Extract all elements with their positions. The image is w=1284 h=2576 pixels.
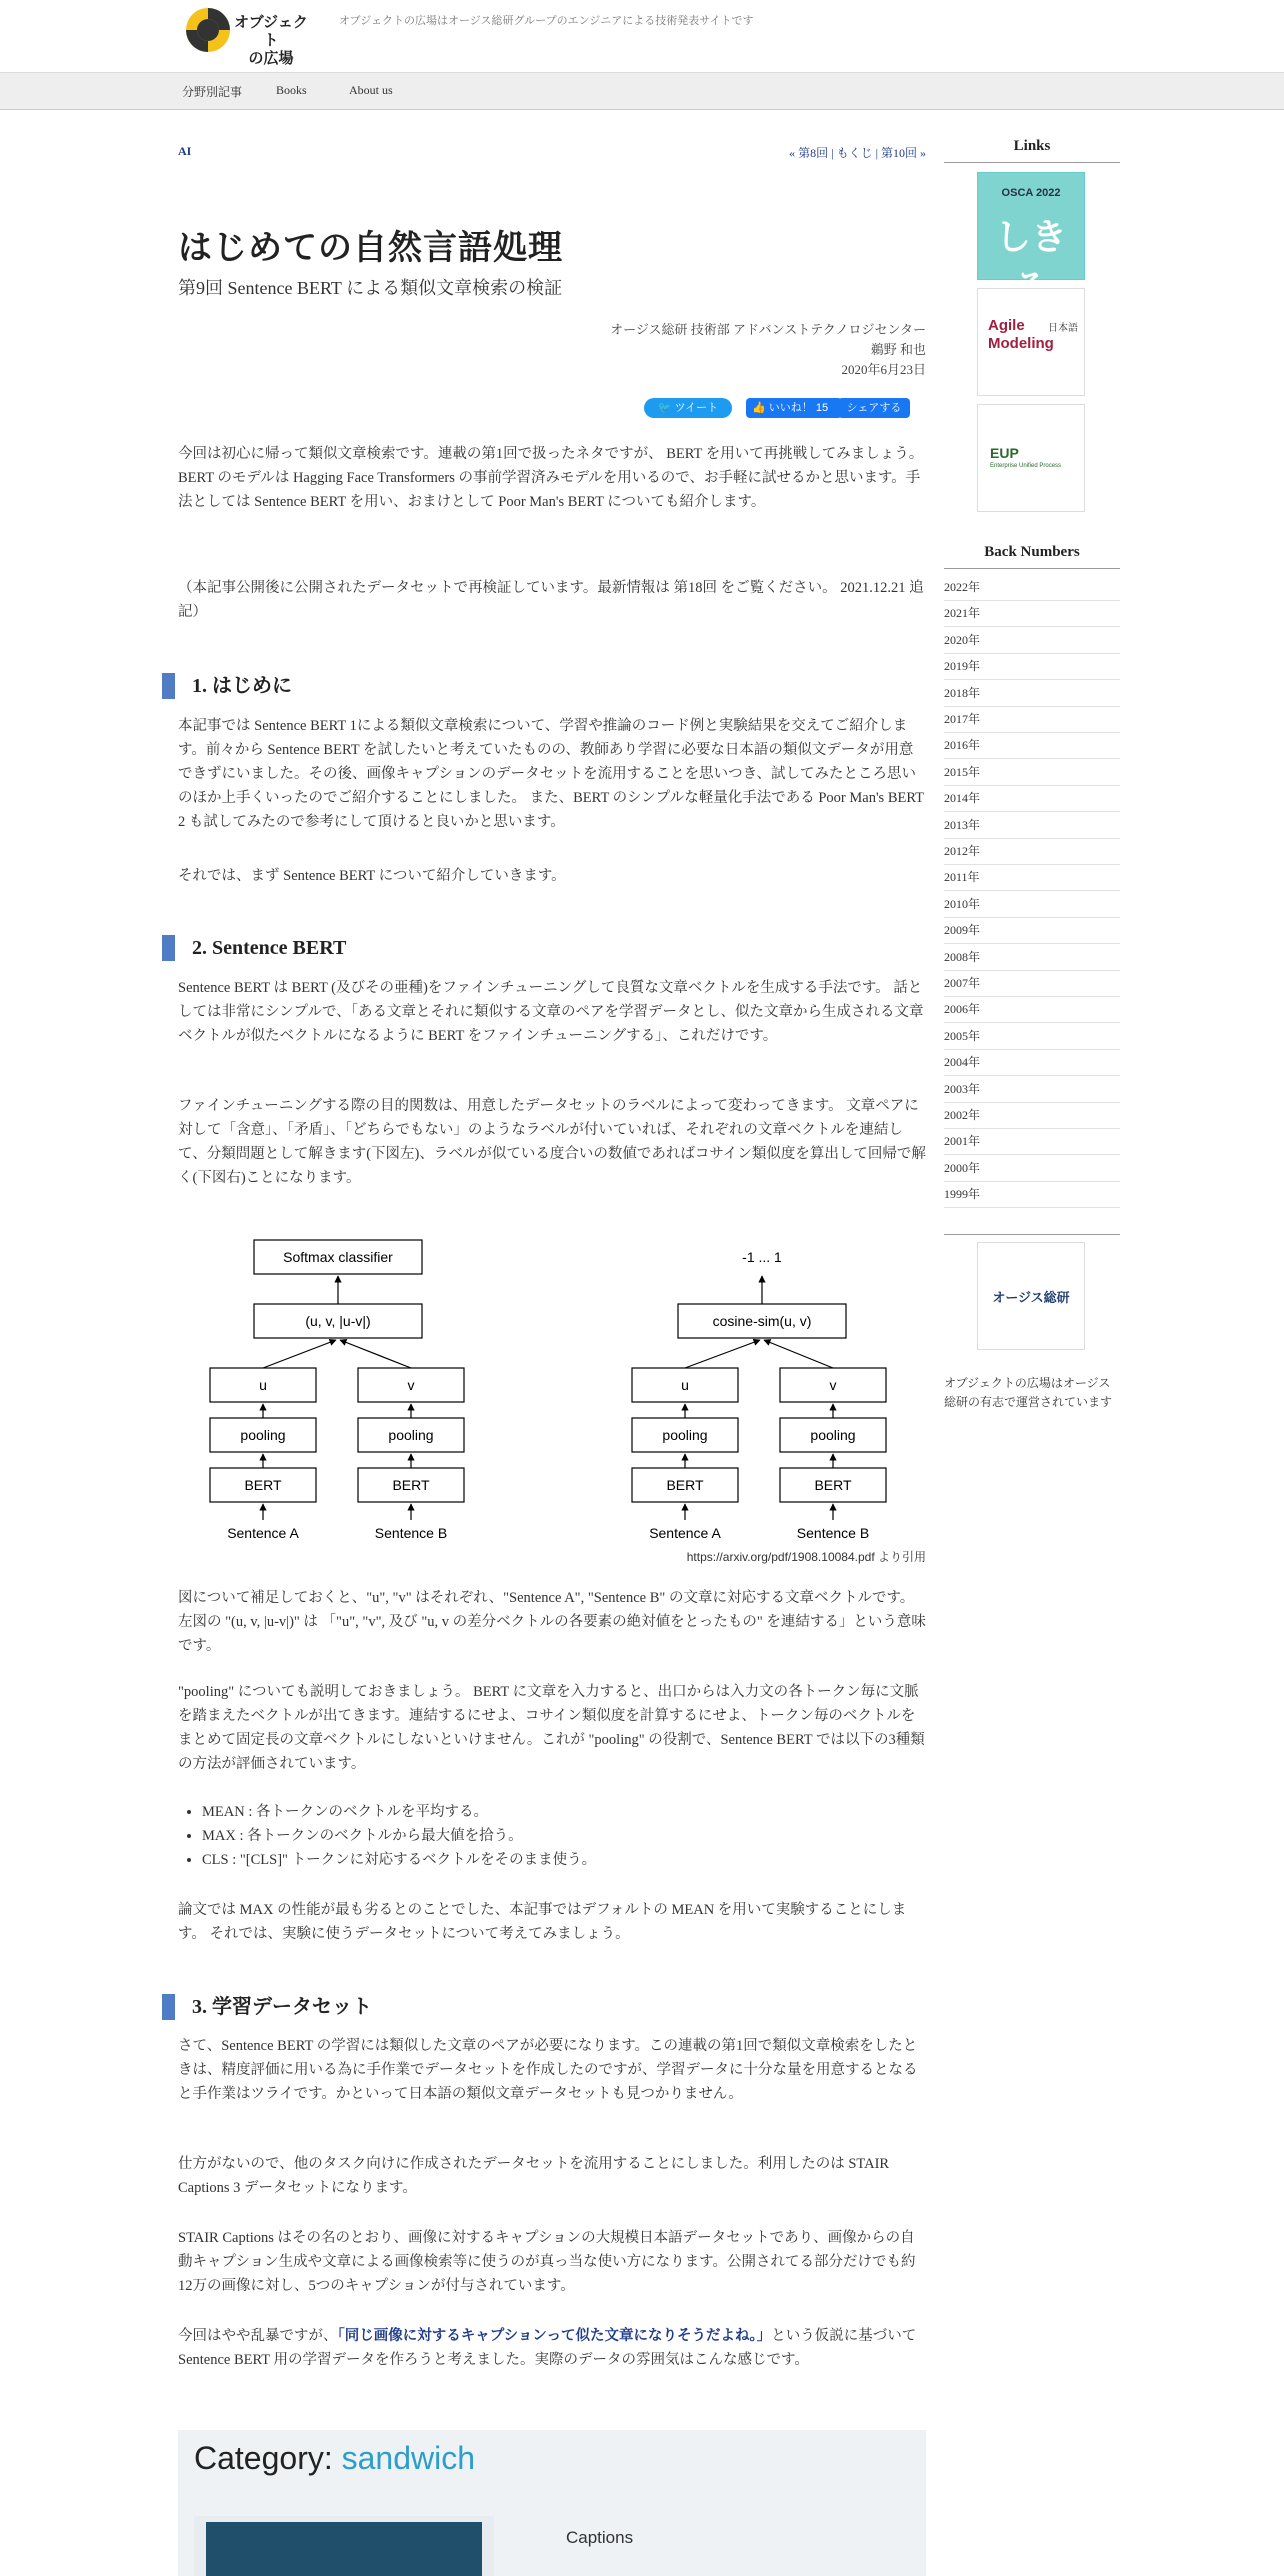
ogis-banner[interactable] xyxy=(977,1242,1085,1350)
year-link[interactable]: 2014年 xyxy=(944,785,1120,812)
intro-paragraph: 今回は初心に帰って類似文章検索です。連載の第1回で扱ったネタですが、 BERT を用いて再挑戦してみましょう。BERT のモデルは Hagging Face Transformers の事前学習済みモデルを用いるので、お手軽に試せるかと思います。手法としては Sentence BERT を用い、おまけとして Poor Man's BERT についても紹介します。 xyxy=(178,446,924,510)
next-link[interactable]: 第10回 » xyxy=(880,146,926,160)
section2-paragraph: ファインチューニングする際の目的関数は、用意したデータセットのラベルによって変わってきます。 文章ペアに対して「含意」、「矛盾」、「どちらでもない」のようなラベルが付いていれば、それぞれの文章ベクトルを連結して、分類問題として解きます(下図左)、ラベルが似ている度合いの数値であればコサイン類似度を算出して回帰で解く(下図右)ことになります。 xyxy=(178,1098,926,1186)
page-subtitle: 第9回 Sentence BERT による類似文章検索の検証 xyxy=(178,278,563,298)
year-link[interactable]: 2020年 xyxy=(944,627,1120,654)
year-link[interactable]: 2012年 xyxy=(944,838,1120,865)
twitter-icon: 🐦 xyxy=(657,402,672,414)
right-labels xyxy=(649,1249,869,1541)
year-link[interactable]: 2003年 xyxy=(944,1076,1120,1103)
year-link[interactable]: 2013年 xyxy=(944,812,1120,839)
section1-paragraph: それでは、まず Sentence BERT について紹介していきます。 xyxy=(178,868,566,884)
bert-label: BERT xyxy=(244,1477,282,1493)
section-heading xyxy=(162,1994,926,2020)
figure-caption: https://arxiv.org/pdf/1908.10084.pdf より引用 xyxy=(686,1550,926,1564)
logo-icon xyxy=(184,6,232,54)
year-link[interactable]: 2008年 xyxy=(944,944,1120,971)
section-heading xyxy=(162,673,926,699)
section1-paragraph: 本記事では Sentence BERT 1による類似文章検索について、学習や推論のコード例と実験結果を交えてご紹介します。前々から Sentence BERT を試したいと考えていたものの、教師あり学習に必要な日本語の類似文データが用意できずにいました。その後、画像キャプションのデータセットを流用することを思いつき、試してみたところ思いのほか上手くいったのでご紹介することにしました。 また、BERT のシンプルな軽量化手法である Poor Man's BERT 2 も試してみたので参考にして頂けると良いかと思います。 xyxy=(178,718,924,830)
sentence-b-label: Sentence B xyxy=(796,1525,870,1541)
section3-paragraph: STAIR Captions はその名のとおり、画像に対するキャプションの大規模日本語データセットであり、画像からの自動キャプション生成や文章による画像検索等に使うのが真っ当な使い方になります。公開されてる部分だけでも約12万の画像に対し、5つのキャプションが付与されています。 xyxy=(178,2230,916,2294)
sentence-a-label: Sentence A xyxy=(649,1525,721,1541)
section2-paragraph: Sentence BERT は BERT (及びその亜種)をファインチューニングして良質な文章ベクトルを生成する手法です。 話としては非常にシンプルで、「ある文章とそれに類似する文章のペアを学習データとし、似た文章から生成される文章ベクトルが似たベクトルになるように BERT をファインチューニングする」、これだけです。 xyxy=(178,980,924,1044)
heading-bar xyxy=(162,673,175,699)
heading-text: 1. はじめに xyxy=(192,675,292,697)
banner-text: Enterprise Unified Process xyxy=(990,463,1062,469)
banner-title: オージス総研 xyxy=(992,1290,1070,1305)
category-link[interactable]: AI xyxy=(178,144,192,158)
year-link[interactable]: 2011年 xyxy=(944,864,1120,891)
main-nav xyxy=(0,72,1284,110)
site-logo[interactable] xyxy=(184,6,308,67)
year-link[interactable]: 2002年 xyxy=(944,1102,1120,1129)
back-numbers-title: Back Numbers xyxy=(984,544,1080,560)
list-item: • MEAN : 各トークンのベクトルを平均する。 xyxy=(202,1800,596,1824)
eup-banner[interactable] xyxy=(977,404,1085,512)
toc-link[interactable]: もくじ xyxy=(836,146,873,160)
year-link[interactable]: 2004年 xyxy=(944,1049,1120,1076)
range-label: -1 ... 1 xyxy=(742,1249,782,1265)
page-title: はじめての自然言語処理 xyxy=(178,230,563,267)
section2-paragraph: "pooling" についても説明しておきましょう。 BERT に文章を入力すると、出口からは入力文の各トークン毎に文脈を踏まえたベクトルが出てきます。連結するにせよ、コサイン類似度を計算するにせよ、トークン毎のベクトルをまとめて固定長の文章ベクトルにしないといけません。これが "pooling" の役割で、Sentence BERT では以下の3種類の方法が評価されています。 xyxy=(178,1684,925,1772)
separator: | xyxy=(875,146,878,160)
site-header xyxy=(0,0,1284,72)
section2-paragraph: 論文では MAX の性能が最も劣るとのことでした、本記事ではデフォルトの MEAN を用いて実験することにします。 それでは、実験に使うデータセットについて考えてみましょう。 xyxy=(178,1902,907,1942)
like-button[interactable] xyxy=(746,398,842,418)
category-value: sandwich xyxy=(341,2440,476,2476)
list-item: • MAX : 各トークンのベクトルから最大値を拾う。 xyxy=(202,1824,596,1848)
sample-image-frame xyxy=(194,2516,494,2576)
heading-bar xyxy=(162,935,175,961)
section3-paragraph: 仕方がないので、他のタスク向けに作成されたデータセットを流用することにしました。利用したのは STAIR Captions 3 データセットになります。 xyxy=(178,2156,890,2196)
left-labels xyxy=(227,1249,447,1541)
bert-label: BERT xyxy=(392,1477,430,1493)
softmax-label: Softmax classifier xyxy=(283,1249,393,1265)
architecture-diagram xyxy=(208,1236,926,1546)
section-heading xyxy=(162,935,926,961)
year-link[interactable]: 2022年 xyxy=(944,574,1120,601)
paragraph-text: という仮説に基づいて Sentence BERT 用の学習データを作ろうと考えました。実際のデータの雰囲気はこんな感じです。 xyxy=(178,2328,917,2368)
pooling-label: pooling xyxy=(662,1427,708,1443)
sentence-b-label: Sentence B xyxy=(374,1525,448,1541)
v-label: v xyxy=(829,1377,837,1393)
links-title: Links xyxy=(1013,138,1051,154)
tweet-label: ツイート xyxy=(674,402,719,414)
section3-paragraph: さて、Sentence BERT の学習には類似した文章のペアが必要になります。この連載の第1回で類似文章検索をしたときは、精度評価に用いる為に手作業でデータセットを作成したのですが、学習データに十分な量を用意するとなると手作業はツライです。かといって日本語の類似文章データセットも見つかりません。 xyxy=(178,2038,918,2102)
year-link[interactable]: 2017年 xyxy=(944,706,1120,733)
captions-label: Captions xyxy=(566,2528,634,2547)
year-link[interactable]: 2018年 xyxy=(944,680,1120,707)
year-link[interactable]: 2001年 xyxy=(944,1128,1120,1155)
year-link[interactable]: 2005年 xyxy=(944,1023,1120,1050)
year-link[interactable]: 2006年 xyxy=(944,996,1120,1023)
divider xyxy=(944,1234,1120,1235)
u-label: u xyxy=(681,1377,689,1393)
banner-text: しき xyxy=(994,217,1067,257)
agile-modeling-banner[interactable] xyxy=(977,288,1085,396)
year-link[interactable]: 2015年 xyxy=(944,759,1120,786)
year-link[interactable]: 2010年 xyxy=(944,891,1120,918)
heading-text: 2. Sentence BERT xyxy=(192,937,347,959)
nav-item-categories[interactable]: 分野別記事 xyxy=(182,85,243,99)
bert-label: BERT xyxy=(814,1477,852,1493)
paragraph-text: 今回はやや乱暴ですが、 xyxy=(178,2328,338,2344)
banner-title: EUP xyxy=(990,445,1019,461)
osca-banner[interactable] xyxy=(977,172,1085,280)
nav-item-books[interactable]: Books xyxy=(276,83,307,97)
pooling-label: pooling xyxy=(240,1427,286,1443)
year-link[interactable]: 2021年 xyxy=(944,600,1120,627)
list-item: • CLS : "[CLS]" トークンに対応するベクトルをそのまま使う。 xyxy=(202,1848,596,1872)
dataset-sample-box xyxy=(178,2430,926,2576)
cosine-label: cosine-sim(u, v) xyxy=(712,1313,812,1329)
year-link[interactable]: 1999年 xyxy=(944,1181,1120,1208)
pooling-method-list xyxy=(202,1800,596,1872)
logo-line2: の広場 xyxy=(248,50,294,67)
logo-text xyxy=(234,14,308,68)
divider xyxy=(944,162,1120,163)
nav-item-about[interactable]: About us xyxy=(349,83,393,97)
author-name: 鵜野 和也 xyxy=(870,342,926,357)
tweet-button[interactable] xyxy=(644,398,732,418)
heading-bar xyxy=(162,1994,175,2020)
site-tagline: オブジェクトの広場はオージス総研グループのエンジニアによる技術発表サイトです xyxy=(339,15,754,27)
year-link[interactable]: 2009年 xyxy=(944,917,1120,944)
section3-paragraph xyxy=(178,2324,926,2372)
concat-label: (u, v, |u-v|) xyxy=(305,1313,371,1329)
banner-title: OSCA 2022 xyxy=(1001,187,1061,199)
year-link[interactable]: 2019年 xyxy=(944,653,1120,680)
sbert-architecture-figure xyxy=(208,1236,926,1566)
logo-line1: オブジェクト xyxy=(234,14,308,49)
author-org: オージス総研 技術部 アドバンストテクノロジセンター xyxy=(610,322,926,337)
fb-share-button[interactable]: シェアする xyxy=(838,398,910,418)
v-label: v xyxy=(407,1377,415,1393)
year-link[interactable]: 2007年 xyxy=(944,970,1120,997)
bert-label: BERT xyxy=(666,1477,704,1493)
share-buttons xyxy=(644,398,912,418)
thumbs-up-icon: 👍 xyxy=(752,402,766,414)
publish-date: 2020年6月23日 xyxy=(841,362,926,377)
like-label: いいね！ 15 xyxy=(768,402,829,414)
year-link[interactable]: 2016年 xyxy=(944,732,1120,759)
update-note: （本記事公開後に公開されたデータセットで再検証しています。最新情報は 第18回 をご覧ください。 2021.12.21 追記） xyxy=(178,580,924,620)
series-nav xyxy=(789,144,926,161)
pooling-label: pooling xyxy=(810,1427,856,1443)
banner-title: Agile Modeling xyxy=(988,317,1054,352)
prev-link[interactable]: « 第8回 xyxy=(789,146,829,160)
heading-text: 3. 学習データセット xyxy=(192,1996,372,2018)
category-label: Category: xyxy=(194,2440,342,2476)
pooling-label: pooling xyxy=(388,1427,434,1443)
author-block xyxy=(610,320,926,380)
category-heading xyxy=(194,2440,475,2477)
separator: | xyxy=(831,146,834,160)
section2-paragraph: 図について補足しておくと、"u", "v" はそれぞれ、"Sentence A", "Sentence B" の文章に対応する文章ベクトルです。 左図の "(u, v, |u-v|)" は 「"u", "v", 及び "u, v の差分ベクトルの各要素の絶対値をとったもの" を連結する」という意味です。 xyxy=(178,1590,926,1654)
sidebar-note: オブジェクトの広場はオージス総研の有志で運営されています xyxy=(944,1376,1113,1409)
year-link[interactable]: 2000年 xyxy=(944,1155,1120,1182)
hypothesis-emphasis: 「同じ画像に対するキャプションって似た文章になりそうだよね。」 xyxy=(337,2328,772,2344)
divider xyxy=(944,568,1120,569)
banner-text: 日本語 xyxy=(1048,323,1078,334)
sentence-a-label: Sentence A xyxy=(227,1525,299,1541)
u-label: u xyxy=(259,1377,267,1393)
